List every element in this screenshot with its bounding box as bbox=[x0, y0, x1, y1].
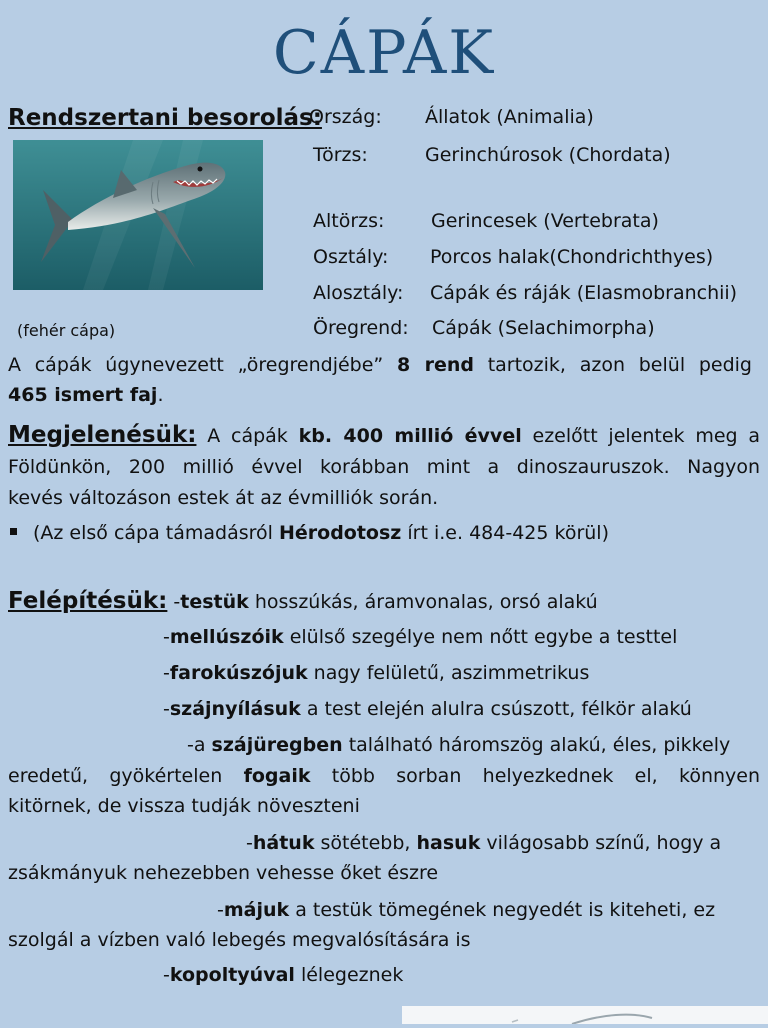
mouth-line-3: kitörnek, de vissza tudják növeszteni bbox=[8, 795, 360, 817]
colour-line-2: zsákmányuk nehezebben vehesse őket észre bbox=[8, 862, 439, 884]
taxonomy-label-class: Osztály: bbox=[313, 246, 389, 268]
intro-text-2: tartozik, azon belül pedig bbox=[487, 354, 752, 376]
structure-line-1: Felépítésük: -testük hosszúkás, áramvonalas, orsó alakú bbox=[8, 588, 598, 614]
structure-bold-3: farokúszójuk bbox=[169, 662, 308, 684]
taxonomy-label-superorder: Öregrend: bbox=[313, 317, 409, 339]
colour-line-1 bbox=[246, 828, 721, 858]
structure-line-2: -mellúszóik elülső szegélye nem nőtt egybe a testtel bbox=[163, 626, 678, 648]
taxonomy-label-phylum: Törzs: bbox=[313, 144, 368, 166]
mouth-line-2 bbox=[8, 761, 760, 791]
colour-dash: - bbox=[246, 832, 253, 854]
taxonomy-value-kingdom: Állatok (Animalia) bbox=[425, 106, 594, 128]
structure-bold-1: testük bbox=[180, 591, 249, 613]
liver-dash: - bbox=[217, 899, 224, 921]
mouth-line-1 bbox=[187, 730, 730, 760]
taxonomy-value-superorder: Cápák (Selachimorpha) bbox=[432, 317, 655, 339]
mouth-text-2a: eredetű, gyökértelen bbox=[8, 765, 223, 787]
bullet-icon bbox=[10, 528, 17, 535]
shark-photo bbox=[13, 140, 263, 290]
mouth-text-1a: -a bbox=[187, 734, 206, 756]
appearance-line-2: Földünkön, 200 millió évvel korábban mint a dinoszauruszok. Nagyon bbox=[8, 456, 760, 478]
appearance-age: kb. 400 millió évvel bbox=[298, 425, 522, 447]
colour-text-1e: világosabb színű, hogy a bbox=[486, 832, 722, 854]
intro-text-1: A cápák úgynevezett „öregrendjébe” bbox=[8, 354, 384, 376]
appearance-text-1c: ezelőtt jelentek meg a bbox=[532, 425, 760, 447]
taxonomy-value-subphylum: Gerincesek (Vertebrata) bbox=[431, 210, 659, 232]
intro-species-count: 465 ismert faj bbox=[8, 384, 158, 406]
taxonomy-label-subclass: Alosztály: bbox=[313, 282, 404, 304]
appearance-line-3: kevés változáson estek át az évmilliók során. bbox=[8, 487, 439, 509]
appearance-line-1 bbox=[8, 420, 760, 451]
taxonomy-value-class: Porcos halak(Chondrichthyes) bbox=[430, 246, 714, 268]
structure-rest-1: hosszúkás, áramvonalas, orsó alakú bbox=[254, 591, 598, 613]
taxonomy-heading: Rendszertani besorolás: bbox=[8, 105, 322, 131]
photo-caption: (fehér cápa) bbox=[17, 321, 116, 340]
liver-text-1c: a testük tömegének negyedét is kiteheti, ez bbox=[295, 899, 716, 921]
bullet-herodotus: Hérodotosz bbox=[278, 522, 402, 544]
intro-text-3: . bbox=[157, 384, 164, 406]
gills-rest: lélegeznek bbox=[300, 964, 404, 986]
page-title: CÁPÁK bbox=[272, 18, 496, 88]
structure-heading: Felépítésük: bbox=[8, 588, 168, 614]
back-bold: hátuk bbox=[252, 832, 315, 854]
structure-bold-2: mellúszóik bbox=[169, 626, 284, 648]
appearance-bullet bbox=[10, 518, 609, 548]
belly-bold: hasuk bbox=[416, 832, 481, 854]
mouth-text-1c: található háromszög alakú, éles, pikkely bbox=[348, 734, 731, 756]
intro-line-2 bbox=[8, 380, 164, 410]
appearance-heading: Megjelenésük: bbox=[8, 422, 197, 448]
taxonomy-label-subphylum: Altörzs: bbox=[313, 210, 385, 232]
liver-bold: májuk bbox=[223, 899, 290, 921]
structure-line-3: -farokúszójuk nagy felületű, aszimmetrikus bbox=[163, 662, 590, 684]
bullet-text-c: írt i.e. 484-425 körül) bbox=[407, 522, 609, 544]
teeth-bold: fogaik bbox=[243, 765, 311, 787]
taxonomy-value-phylum: Gerinchúrosok (Chordata) bbox=[425, 144, 671, 166]
liver-line-1 bbox=[217, 895, 715, 925]
structure-rest-4: a test elején alulra csúszott, félkör alakú bbox=[306, 698, 692, 720]
intro-order-count: 8 rend bbox=[397, 354, 474, 376]
gills-line: -kopoltyúval lélegeznek bbox=[163, 964, 404, 986]
bullet-text-a: (Az első cápa támadásról bbox=[33, 522, 273, 544]
mouth-bold: szájüregben bbox=[211, 734, 343, 756]
structure-rest-2: elülső szegélye nem nőtt egybe a testtel bbox=[289, 626, 678, 648]
next-page-image-strip bbox=[402, 1006, 768, 1024]
mouth-text-2c: több sorban helyezkednek el, könnyen bbox=[331, 765, 761, 787]
intro-line-1 bbox=[8, 350, 752, 380]
taxonomy-label-kingdom: Ország: bbox=[309, 106, 382, 128]
gills-bold: kopoltyúval bbox=[169, 964, 295, 986]
liver-line-2: szolgál a vízben való lebegés megvalósítására is bbox=[8, 929, 471, 951]
taxonomy-value-subclass: Cápák és ráják (Elasmobranchii) bbox=[430, 282, 738, 304]
appearance-text-1a: A cápák bbox=[207, 425, 288, 447]
structure-bold-4: szájnyílásuk bbox=[169, 698, 301, 720]
structure-line-4: -szájnyílásuk a test elején alulra csúszott, félkör alakú bbox=[163, 698, 692, 720]
structure-rest-3: nagy felületű, aszimmetrikus bbox=[307, 662, 590, 684]
colour-text-1c: sötétebb, bbox=[320, 832, 411, 854]
